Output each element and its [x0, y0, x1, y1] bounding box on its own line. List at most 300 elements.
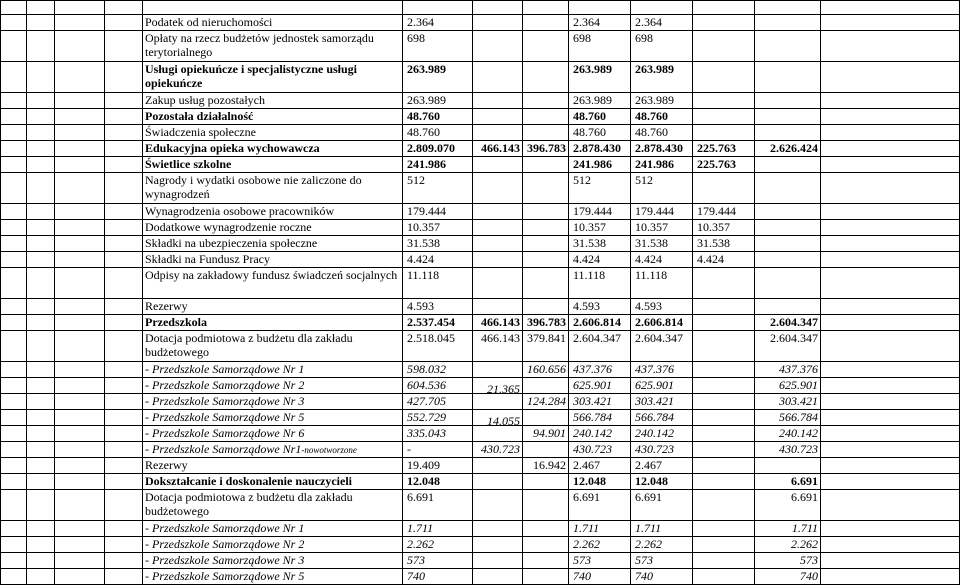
cell-dzial — [27, 521, 55, 537]
cell-rozdzial — [55, 204, 105, 220]
cell-value-v3: 94.901 — [523, 426, 569, 442]
cell-rozdzial — [55, 157, 105, 173]
cell-name: Edukacyjna opieka wychowawcza — [143, 141, 403, 157]
cell-paragraf — [105, 315, 143, 331]
table-row — [1, 315, 960, 331]
cell-dzial — [27, 426, 55, 442]
cell-value — [403, 1, 473, 15]
cell-dzial — [27, 442, 55, 458]
cell-value-v7 — [755, 109, 821, 125]
cell-value-v2 — [473, 474, 523, 490]
cell-rozdzial — [55, 252, 105, 268]
cell-rozdzial — [55, 109, 105, 125]
cell-value-v2 — [473, 537, 523, 553]
cell-name: Wynagrodzenia osobowe pracowników — [143, 204, 403, 220]
cell-value-v5: 11.118 — [631, 268, 693, 299]
cell-value-v2 — [473, 15, 523, 31]
cell-name: Opłaty na rzecz budżetów jednostek samorządu terytorialnego — [143, 31, 403, 62]
cell-rozdzial — [55, 15, 105, 31]
cell-value-v2 — [473, 173, 523, 204]
cell-value-v7 — [755, 458, 821, 474]
cell-dzial — [27, 173, 55, 204]
cell-name: Dotacja podmiotowa z budżetu dla zakładu budżetowego — [143, 331, 403, 362]
cell-value-v6 — [693, 109, 755, 125]
table-row — [1, 157, 960, 173]
cell-name: - Przedszkole Samorządowe Nr 3 — [143, 553, 403, 569]
cell-value-v6 — [693, 15, 755, 31]
cell-dzial — [27, 109, 55, 125]
cell-paragraf — [105, 220, 143, 236]
cell-value-v6: 4.424 — [693, 252, 755, 268]
cell-value — [569, 1, 631, 15]
cell-lp — [1, 125, 27, 141]
cell-value-v1: 573 — [403, 553, 473, 569]
cell-rozdzial — [55, 458, 105, 474]
cell-value-v1: 241.986 — [403, 157, 473, 173]
cell-value-v2 — [473, 362, 523, 378]
cell-extra — [821, 426, 960, 442]
cell-paragraf — [105, 394, 143, 410]
cell-value-v4: 512 — [569, 173, 631, 204]
cell-value-v3 — [523, 204, 569, 220]
cell-value-v1: 263.989 — [403, 93, 473, 109]
table-body — [1, 1, 960, 585]
table-row — [1, 204, 960, 220]
cell-name: Odpisy na zakładowy fundusz świadczeń socjalnych — [143, 268, 403, 299]
cell-value-v3 — [523, 553, 569, 569]
cell-name: Rezerwy — [143, 299, 403, 315]
cell-value-v1: 740 — [403, 569, 473, 585]
cell-value-v2: 466.143 — [473, 141, 523, 157]
cell-value-v4: 48.760 — [569, 109, 631, 125]
cell-lp — [1, 236, 27, 252]
cell-rozdzial — [55, 394, 105, 410]
cell-rozdzial — [55, 331, 105, 362]
cell-extra — [821, 252, 960, 268]
cell-lp — [1, 62, 27, 93]
cell-rozdzial — [55, 62, 105, 93]
cell-paragraf — [105, 268, 143, 299]
cell-value-v3: 160.656 — [523, 362, 569, 378]
cell-lp — [1, 1, 27, 15]
cell-value-v3 — [523, 62, 569, 93]
cell-value-v7: 2.262 — [755, 537, 821, 553]
cell-lp — [1, 362, 27, 378]
cell-value-v5: 2.467 — [631, 458, 693, 474]
table-row — [1, 410, 960, 426]
cell-lp — [1, 331, 27, 362]
cell-extra — [821, 236, 960, 252]
cell-paragraf — [105, 93, 143, 109]
table-row — [1, 490, 960, 521]
cell-name: Nagrody i wydatki osobowe nie zaliczone do wynagrodzeń — [143, 173, 403, 204]
cell-paragraf — [105, 1, 143, 15]
cell-value-v5: 740 — [631, 569, 693, 585]
cell-paragraf — [105, 252, 143, 268]
cell-extra — [821, 157, 960, 173]
cell-rozdzial — [55, 569, 105, 585]
cell-dzial — [27, 474, 55, 490]
cell-value-v6: 10.357 — [693, 220, 755, 236]
cell-lp — [1, 15, 27, 31]
cell-value-v4: 437.376 — [569, 362, 631, 378]
cell-value-v5: 6.691 — [631, 490, 693, 521]
table-row — [1, 442, 960, 458]
cell-value-v4: 240.142 — [569, 426, 631, 442]
cell-name — [143, 442, 403, 458]
cell-value-v6 — [693, 31, 755, 62]
cell-dzial — [27, 252, 55, 268]
cell-value-v3 — [523, 299, 569, 315]
cell-extra — [821, 410, 960, 426]
cell-value-v7 — [755, 31, 821, 62]
cell-value-v6: 225.763 — [693, 141, 755, 157]
cell-value-v3 — [523, 93, 569, 109]
table-row — [1, 362, 960, 378]
cell-value-v1: 11.118 — [403, 268, 473, 299]
cell-name: - Przedszkole Samorządowe Nr 2 — [143, 537, 403, 553]
cell-extra — [821, 362, 960, 378]
cell-lp — [1, 315, 27, 331]
cell-value-v1: 512 — [403, 173, 473, 204]
cell-value-v5: 566.784 — [631, 410, 693, 426]
cell-value-v5: 179.444 — [631, 204, 693, 220]
cell-value-v5: 12.048 — [631, 474, 693, 490]
cell-value-v3 — [523, 268, 569, 299]
cell-value-v5: 10.357 — [631, 220, 693, 236]
cell-paragraf — [105, 442, 143, 458]
cell-value-v2 — [473, 490, 523, 521]
cell-paragraf — [105, 15, 143, 31]
cell-extra — [821, 458, 960, 474]
cell-value-v7: 740 — [755, 569, 821, 585]
cell-value-v5: 31.538 — [631, 236, 693, 252]
cell-dzial — [27, 236, 55, 252]
cell-value-v2 — [473, 569, 523, 585]
cell-dzial — [27, 268, 55, 299]
cell-value-v7: 573 — [755, 553, 821, 569]
cell-extra — [821, 315, 960, 331]
cell-value-v1: 2.809.070 — [403, 141, 473, 157]
cell-rozdzial — [55, 141, 105, 157]
cell-value-v2 — [473, 31, 523, 62]
cell-value-v6 — [693, 331, 755, 362]
cell-value-v5: 263.989 — [631, 62, 693, 93]
cell-value — [473, 1, 523, 15]
cell-lp — [1, 410, 27, 426]
table-row — [1, 173, 960, 204]
cell-value-v3 — [523, 521, 569, 537]
cell-value-v6 — [693, 569, 755, 585]
cell-value-v3 — [523, 236, 569, 252]
cell-lp — [1, 378, 27, 394]
cell-lp — [1, 474, 27, 490]
cell-value-v1: 12.048 — [403, 474, 473, 490]
cell-rozdzial — [55, 220, 105, 236]
cell-lp — [1, 394, 27, 410]
cell-value-v7 — [755, 204, 821, 220]
cell-value-v6 — [693, 315, 755, 331]
cell-rozdzial — [55, 93, 105, 109]
cell-value-v7: 240.142 — [755, 426, 821, 442]
cell-lp — [1, 252, 27, 268]
table-row — [1, 299, 960, 315]
cell-value-v1: 179.444 — [403, 204, 473, 220]
cell-value-v1: 1.711 — [403, 521, 473, 537]
cell-value-v4: 4.593 — [569, 299, 631, 315]
cell-value-v7: 566.784 — [755, 410, 821, 426]
cell-paragraf — [105, 474, 143, 490]
table-row — [1, 31, 960, 62]
cell-rozdzial — [55, 490, 105, 521]
cell-dzial — [27, 410, 55, 426]
cell-value-v4: 4.424 — [569, 252, 631, 268]
table-row — [1, 474, 960, 490]
cell-extra — [821, 125, 960, 141]
cell-value-v5: 241.986 — [631, 157, 693, 173]
cell-value — [755, 1, 821, 15]
cell-value-v1: 31.538 — [403, 236, 473, 252]
cell-value-v7: 1.711 — [755, 521, 821, 537]
cell-lp — [1, 109, 27, 125]
cell-value-v6 — [693, 299, 755, 315]
cell-name: Dokształcanie i doskonalenie nauczycieli — [143, 474, 403, 490]
cell-value-v3 — [523, 15, 569, 31]
cell-extra — [821, 490, 960, 521]
cell-value-v5: 437.376 — [631, 362, 693, 378]
cell-value-v2 — [473, 426, 523, 442]
cell-rozdzial — [55, 553, 105, 569]
table-row — [1, 426, 960, 442]
table-row — [1, 331, 960, 362]
cell-value-v2 — [473, 220, 523, 236]
cell-lp — [1, 204, 27, 220]
cell-lp — [1, 157, 27, 173]
cell-value-v6 — [693, 173, 755, 204]
cell-value-v5: 48.760 — [631, 125, 693, 141]
cell-value-v6 — [693, 93, 755, 109]
cell-dzial — [27, 315, 55, 331]
cell-name: - Przedszkole Samorządowe Nr 6 — [143, 426, 403, 442]
cell-value-v4: 740 — [569, 569, 631, 585]
cell-extra — [821, 394, 960, 410]
cell-value-v7: 303.421 — [755, 394, 821, 410]
cell-dzial — [27, 394, 55, 410]
cell-rozdzial — [55, 474, 105, 490]
cell-value-v6 — [693, 362, 755, 378]
cell-value-v4: 1.711 — [569, 521, 631, 537]
cell-value-v4: 263.989 — [569, 93, 631, 109]
cell-rozdzial — [55, 315, 105, 331]
cell-rozdzial — [55, 378, 105, 394]
cell-value-v2 — [473, 268, 523, 299]
cell-paragraf — [105, 537, 143, 553]
cell-value-v2: 466.143 — [473, 315, 523, 331]
cell-value-v7 — [755, 125, 821, 141]
cell-name: - Przedszkole Samorządowe Nr 5 — [143, 410, 403, 426]
cell-rozdzial — [55, 173, 105, 204]
cell-value-v5: 263.989 — [631, 93, 693, 109]
cell-value-v7 — [755, 157, 821, 173]
cell-name: - Przedszkole Samorządowe Nr 2 — [143, 378, 403, 394]
cell-paragraf — [105, 521, 143, 537]
cell-value-v3 — [523, 109, 569, 125]
cell-lp — [1, 268, 27, 299]
cell-value-v1: 2.518.045 — [403, 331, 473, 362]
cell-value-v4: 625.901 — [569, 378, 631, 394]
table-row — [1, 220, 960, 236]
table-row — [1, 553, 960, 569]
cell-name — [143, 1, 403, 15]
cell-extra — [821, 220, 960, 236]
cell-value-v6 — [693, 537, 755, 553]
cell-value-v7 — [755, 62, 821, 93]
cell-dzial — [27, 378, 55, 394]
cell-lp — [1, 141, 27, 157]
value-text: 21.365 — [487, 382, 520, 394]
cell-paragraf — [105, 490, 143, 521]
cell-name: - Przedszkole Samorządowe Nr 3 — [143, 394, 403, 410]
cell-value-v1: 2.262 — [403, 537, 473, 553]
cell-name: Przedszkola — [143, 315, 403, 331]
cell-lp — [1, 569, 27, 585]
table-row — [1, 537, 960, 553]
cell-paragraf — [105, 299, 143, 315]
table-row — [1, 109, 960, 125]
cell-value-v1: 598.032 — [403, 362, 473, 378]
cell-dzial — [27, 553, 55, 569]
cell-paragraf — [105, 109, 143, 125]
cell-paragraf — [105, 157, 143, 173]
cell-dzial — [27, 15, 55, 31]
cell-value-v7: 2.604.347 — [755, 331, 821, 362]
cell-value-v7 — [755, 236, 821, 252]
cell-value-v7: 430.723 — [755, 442, 821, 458]
cell-value-v4: 2.467 — [569, 458, 631, 474]
cell-value-v5: 2.604.347 — [631, 331, 693, 362]
cell-name: Składki na ubezpieczenia społeczne — [143, 236, 403, 252]
cell-extra — [821, 537, 960, 553]
cell-dzial — [27, 62, 55, 93]
cell-value-v4: 48.760 — [569, 125, 631, 141]
cell-value-v6 — [693, 268, 755, 299]
cell-value-v2 — [473, 204, 523, 220]
cell-name: Świadczenia społeczne — [143, 125, 403, 141]
cell-paragraf — [105, 204, 143, 220]
cell-value-v2 — [473, 157, 523, 173]
cell-dzial — [27, 331, 55, 362]
cell-value-v2 — [473, 109, 523, 125]
cell-extra — [821, 553, 960, 569]
cell-value-v4: 430.723 — [569, 442, 631, 458]
cell-value-v3: 124.284 — [523, 394, 569, 410]
cell-lp — [1, 299, 27, 315]
cell-value-v3 — [523, 220, 569, 236]
cell-value-v4: 2.604.347 — [569, 331, 631, 362]
cell-value-v2 — [473, 394, 523, 410]
cell-value-v3 — [523, 157, 569, 173]
cell-paragraf — [105, 553, 143, 569]
cell-rozdzial — [55, 268, 105, 299]
cell-value-v1: 604.536 — [403, 378, 473, 394]
table-row — [1, 394, 960, 410]
cell-value-v7: 6.691 — [755, 474, 821, 490]
cell-value-v7: 437.376 — [755, 362, 821, 378]
cell-lp — [1, 93, 27, 109]
cell-value-v6 — [693, 458, 755, 474]
cell-extra — [821, 521, 960, 537]
cell-value-v2: 430.723 — [473, 442, 523, 458]
cell-rozdzial — [55, 521, 105, 537]
cell-value-v3 — [523, 125, 569, 141]
cell-extra — [821, 31, 960, 62]
cell-value-v1: 4.424 — [403, 252, 473, 268]
cell-value-v3 — [523, 474, 569, 490]
cell-value-v2 — [473, 252, 523, 268]
cell-value-v5: 2.878.430 — [631, 141, 693, 157]
cell-extra — [821, 15, 960, 31]
cell-dzial — [27, 31, 55, 62]
cell-value-v6 — [693, 62, 755, 93]
table-row — [1, 93, 960, 109]
cell-paragraf — [105, 62, 143, 93]
cell-extra — [821, 268, 960, 299]
cell-value-v7 — [755, 173, 821, 204]
cell-value-v5: 303.421 — [631, 394, 693, 410]
cell-dzial — [27, 569, 55, 585]
cell-dzial — [27, 220, 55, 236]
cell-lp — [1, 537, 27, 553]
cell-paragraf — [105, 141, 143, 157]
cell-value-v7: 2.626.424 — [755, 141, 821, 157]
cell-value-v6 — [693, 474, 755, 490]
cell-value-v1: 427.705 — [403, 394, 473, 410]
cell-dzial — [27, 490, 55, 521]
cell-value-v3: 396.783 — [523, 141, 569, 157]
cell-dzial — [27, 157, 55, 173]
cell-value-v3: 379.841 — [523, 331, 569, 362]
value-text: 14.055 — [487, 414, 520, 426]
cell-value-v5: 4.424 — [631, 252, 693, 268]
cell-paragraf — [105, 378, 143, 394]
cell-value-v4: 573 — [569, 553, 631, 569]
cell-value-v2 — [473, 378, 523, 394]
cell-value-v5: 430.723 — [631, 442, 693, 458]
cell-name: Zakup usług pozostałych — [143, 93, 403, 109]
cell-value-v4: 179.444 — [569, 204, 631, 220]
cell-value-v5: 1.711 — [631, 521, 693, 537]
cell-lp — [1, 442, 27, 458]
cell-rozdzial — [55, 362, 105, 378]
cell-extra — [821, 442, 960, 458]
cell-paragraf — [105, 410, 143, 426]
cell-rozdzial — [55, 537, 105, 553]
cell-value-v1: 698 — [403, 31, 473, 62]
cell-value-v4: 11.118 — [569, 268, 631, 299]
cell-value-v6: 179.444 — [693, 204, 755, 220]
table-row — [1, 15, 960, 31]
cell-value-v4: 10.357 — [569, 220, 631, 236]
cell-name: - Przedszkole Samorządowe Nr 5 — [143, 569, 403, 585]
cell-value-v2 — [473, 553, 523, 569]
table-row — [1, 62, 960, 93]
cell-paragraf — [105, 426, 143, 442]
cell-value-v4: 303.421 — [569, 394, 631, 410]
cell-value-v4: 12.048 — [569, 474, 631, 490]
cell-paragraf — [105, 31, 143, 62]
cell-value — [693, 1, 755, 15]
cell-extra — [821, 331, 960, 362]
